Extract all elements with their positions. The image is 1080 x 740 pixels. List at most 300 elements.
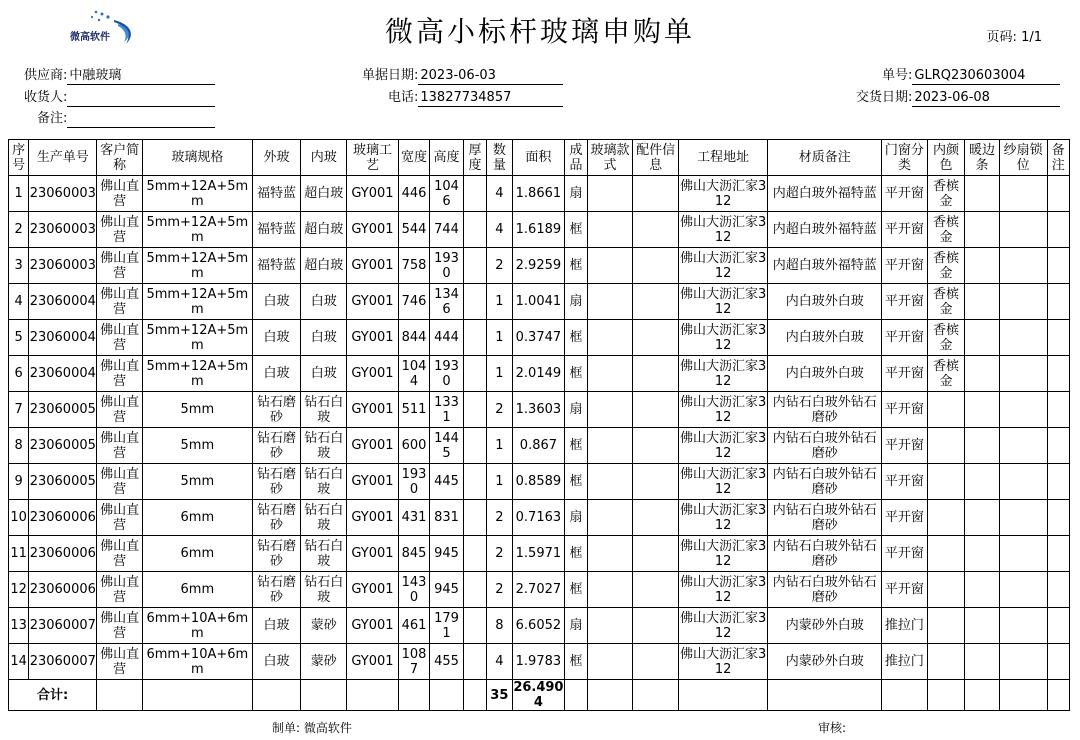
table-cell: 1930 bbox=[430, 356, 464, 392]
table-cell bbox=[587, 644, 633, 680]
table-row bbox=[9, 176, 1070, 212]
table-cell: 5mm+12A+5mm bbox=[143, 212, 253, 248]
table-cell bbox=[927, 428, 965, 464]
table-cell bbox=[587, 572, 633, 608]
table-cell bbox=[463, 212, 486, 248]
table-cell: 1930 bbox=[398, 464, 429, 500]
table-cell: 框 bbox=[565, 428, 587, 464]
table-cell: 23060003 bbox=[29, 176, 97, 212]
table-cell: GY001 bbox=[347, 284, 399, 320]
table-cell: 佛山直营 bbox=[97, 572, 143, 608]
table-cell: 2 bbox=[487, 536, 512, 572]
table-cell: 佛山直营 bbox=[97, 644, 143, 680]
table-cell: 446 bbox=[398, 176, 429, 212]
order-number-value: GLRQ230603004 bbox=[912, 68, 1060, 85]
table-cell: 佛山大沥汇家312 bbox=[679, 392, 768, 428]
table-cell: 5mm bbox=[143, 428, 253, 464]
total-cell bbox=[347, 680, 399, 711]
table-cell bbox=[587, 284, 633, 320]
table-cell bbox=[927, 644, 965, 680]
table-cell: 平开窗 bbox=[882, 536, 928, 572]
table-cell bbox=[463, 356, 486, 392]
table-cell: 钻石磨砂 bbox=[252, 500, 301, 536]
phone-value: 13827734857 bbox=[418, 90, 563, 107]
table-cell bbox=[1047, 500, 1069, 536]
table-cell: 佛山大沥汇家312 bbox=[679, 572, 768, 608]
maker-value: 微高软件 bbox=[303, 721, 352, 735]
table-cell bbox=[927, 572, 965, 608]
table-cell bbox=[999, 428, 1047, 464]
table-cell: GY001 bbox=[347, 320, 399, 356]
table-cell: 内钻石白玻外钻石磨砂 bbox=[768, 536, 882, 572]
table-cell: GY001 bbox=[347, 212, 399, 248]
table-cell bbox=[587, 608, 633, 644]
table-cell: 1044 bbox=[398, 356, 429, 392]
table-cell: 455 bbox=[430, 644, 464, 680]
table-cell: 5mm+12A+5mm bbox=[143, 320, 253, 356]
table-cell bbox=[587, 536, 633, 572]
table-cell bbox=[1047, 644, 1069, 680]
remark-label: 备注: bbox=[37, 111, 68, 126]
table-cell: 佛山直营 bbox=[97, 176, 143, 212]
supplier-field bbox=[24, 68, 215, 86]
table-cell: 扇 bbox=[565, 608, 587, 644]
table-cell: GY001 bbox=[347, 572, 399, 608]
table-cell: 5mm bbox=[143, 392, 253, 428]
table-cell: 2.0149 bbox=[512, 356, 565, 392]
receiver-field bbox=[24, 90, 215, 108]
table-cell: 钻石磨砂 bbox=[252, 536, 301, 572]
column-header: 暖边条 bbox=[965, 140, 1000, 176]
total-cell bbox=[633, 680, 679, 711]
table-cell bbox=[999, 212, 1047, 248]
table-cell: 钻石白玻 bbox=[301, 464, 347, 500]
table-cell bbox=[999, 536, 1047, 572]
table-cell bbox=[633, 320, 679, 356]
table-cell: 461 bbox=[398, 608, 429, 644]
table-cell: 3 bbox=[9, 248, 29, 284]
table-cell: 佛山直营 bbox=[97, 464, 143, 500]
table-cell: GY001 bbox=[347, 428, 399, 464]
phone-field bbox=[388, 90, 563, 108]
table-cell bbox=[633, 176, 679, 212]
table-cell bbox=[965, 356, 1000, 392]
table-cell: 23060007 bbox=[29, 644, 97, 680]
table-cell: 1.8661 bbox=[512, 176, 565, 212]
table-cell: 白玻 bbox=[301, 320, 347, 356]
table-cell: 10 bbox=[9, 500, 29, 536]
table-cell: 2.9259 bbox=[512, 248, 565, 284]
table-cell: 5mm+12A+5mm bbox=[143, 284, 253, 320]
table-cell: 5mm bbox=[143, 464, 253, 500]
table-row bbox=[9, 572, 1070, 608]
table-cell: 1445 bbox=[430, 428, 464, 464]
total-label: 合计: bbox=[9, 680, 97, 711]
table-cell: 框 bbox=[565, 536, 587, 572]
table-cell: 佛山大沥汇家312 bbox=[679, 320, 768, 356]
table-cell: 6.6052 bbox=[512, 608, 565, 644]
table-cell: 平开窗 bbox=[882, 212, 928, 248]
table-cell: 6mm bbox=[143, 572, 253, 608]
table-cell bbox=[965, 212, 1000, 248]
table-cell: 6mm bbox=[143, 500, 253, 536]
table-cell: 7 bbox=[9, 392, 29, 428]
receiver-label: 收货人: bbox=[24, 90, 68, 105]
table-cell bbox=[633, 428, 679, 464]
table-row bbox=[9, 248, 1070, 284]
table-cell: 超白玻 bbox=[301, 176, 347, 212]
table-cell: 1.5971 bbox=[512, 536, 565, 572]
total-cell bbox=[965, 680, 1000, 711]
table-cell: 佛山大沥汇家312 bbox=[679, 500, 768, 536]
table-cell: 平开窗 bbox=[882, 320, 928, 356]
table-cell bbox=[1047, 212, 1069, 248]
logo-text: 微高软件 bbox=[70, 32, 110, 43]
table-cell bbox=[999, 572, 1047, 608]
table-cell bbox=[633, 248, 679, 284]
table-cell: 1430 bbox=[398, 572, 429, 608]
table-cell: GY001 bbox=[347, 176, 399, 212]
table-cell: 钻石磨砂 bbox=[252, 392, 301, 428]
table-cell: 23060003 bbox=[29, 248, 97, 284]
table-cell: 白玻 bbox=[301, 356, 347, 392]
table-cell: 平开窗 bbox=[882, 356, 928, 392]
table-cell bbox=[927, 464, 965, 500]
table-cell bbox=[587, 248, 633, 284]
table-cell: 1 bbox=[487, 284, 512, 320]
table-cell bbox=[1047, 248, 1069, 284]
table-cell: 平开窗 bbox=[882, 572, 928, 608]
table-cell bbox=[463, 176, 486, 212]
table-cell: 推拉门 bbox=[882, 608, 928, 644]
table-cell: 白玻 bbox=[301, 284, 347, 320]
table-cell: 23060007 bbox=[29, 608, 97, 644]
table-cell bbox=[587, 212, 633, 248]
table-cell: 佛山大沥汇家312 bbox=[679, 248, 768, 284]
table-cell: 23060005 bbox=[29, 464, 97, 500]
table-cell: 0.8589 bbox=[512, 464, 565, 500]
table-cell: 6mm bbox=[143, 536, 253, 572]
table-cell: 白玻 bbox=[252, 608, 301, 644]
table-cell bbox=[587, 176, 633, 212]
table-cell: 1087 bbox=[398, 644, 429, 680]
table-cell: 2 bbox=[487, 572, 512, 608]
table-cell: 白玻 bbox=[252, 320, 301, 356]
table-cell: 佛山直营 bbox=[97, 356, 143, 392]
table-cell: 2 bbox=[487, 248, 512, 284]
table-cell bbox=[999, 608, 1047, 644]
table-cell: 佛山大沥汇家312 bbox=[679, 464, 768, 500]
table-cell bbox=[927, 500, 965, 536]
table-cell: 内钻石白玻外钻石磨砂 bbox=[768, 428, 882, 464]
table-cell: 扇 bbox=[565, 392, 587, 428]
table-cell bbox=[463, 284, 486, 320]
total-cell bbox=[301, 680, 347, 711]
table-cell: 1.3603 bbox=[512, 392, 565, 428]
table-cell: 1 bbox=[487, 356, 512, 392]
delivery-date-label: 交货日期: bbox=[856, 90, 913, 105]
table-cell: 444 bbox=[430, 320, 464, 356]
table-cell: 8 bbox=[487, 608, 512, 644]
table-row bbox=[9, 536, 1070, 572]
table-cell: 框 bbox=[565, 572, 587, 608]
table-cell: 1 bbox=[487, 320, 512, 356]
table-cell bbox=[587, 392, 633, 428]
total-quantity: 35 bbox=[487, 680, 512, 711]
total-cell bbox=[1047, 680, 1069, 711]
table-cell: 香槟金 bbox=[927, 212, 965, 248]
table-cell bbox=[587, 320, 633, 356]
table-cell bbox=[463, 644, 486, 680]
table-cell: GY001 bbox=[347, 356, 399, 392]
total-cell bbox=[679, 680, 768, 711]
table-cell bbox=[633, 212, 679, 248]
table-cell: 福特蓝 bbox=[252, 212, 301, 248]
table-cell: 758 bbox=[398, 248, 429, 284]
table-cell bbox=[1047, 464, 1069, 500]
table-cell bbox=[463, 392, 486, 428]
table-cell: 2 bbox=[9, 212, 29, 248]
column-header: 配件信息 bbox=[633, 140, 679, 176]
table-cell: 6 bbox=[9, 356, 29, 392]
table-cell: 4 bbox=[487, 176, 512, 212]
table-cell: 内超白玻外福特蓝 bbox=[768, 212, 882, 248]
column-header: 外玻 bbox=[252, 140, 301, 176]
table-cell bbox=[633, 356, 679, 392]
table-cell: 扇 bbox=[565, 176, 587, 212]
date-value: 2023-06-03 bbox=[418, 68, 563, 85]
table-cell bbox=[999, 284, 1047, 320]
table-cell: 内蒙砂外白玻 bbox=[768, 608, 882, 644]
table-cell: 4 bbox=[9, 284, 29, 320]
table-cell: 内钻石白玻外钻石磨砂 bbox=[768, 500, 882, 536]
table-cell: 6mm+10A+6mm bbox=[143, 644, 253, 680]
table-row bbox=[9, 464, 1070, 500]
supplier-label: 供应商: bbox=[24, 68, 68, 83]
table-cell: 佛山直营 bbox=[97, 284, 143, 320]
table-cell: 平开窗 bbox=[882, 284, 928, 320]
purchase-table bbox=[8, 139, 1070, 711]
order-number-label: 单号: bbox=[882, 68, 913, 83]
table-cell: 白玻 bbox=[252, 284, 301, 320]
page-number bbox=[987, 26, 1042, 45]
table-cell: 佛山大沥汇家312 bbox=[679, 428, 768, 464]
table-cell: 平开窗 bbox=[882, 500, 928, 536]
table-cell: 844 bbox=[398, 320, 429, 356]
maker-field bbox=[272, 719, 352, 736]
table-cell: 8 bbox=[9, 428, 29, 464]
column-header: 宽度 bbox=[398, 140, 429, 176]
table-cell: 2.7027 bbox=[512, 572, 565, 608]
column-header: 玻璃规格 bbox=[143, 140, 253, 176]
table-cell: 钻石白玻 bbox=[301, 572, 347, 608]
table-cell: 福特蓝 bbox=[252, 176, 301, 212]
table-cell bbox=[927, 392, 965, 428]
phone-label: 电话: bbox=[388, 90, 419, 105]
table-row bbox=[9, 320, 1070, 356]
table-cell: 佛山大沥汇家312 bbox=[679, 644, 768, 680]
table-cell: 佛山大沥汇家312 bbox=[679, 212, 768, 248]
table-cell bbox=[965, 428, 1000, 464]
table-cell bbox=[1047, 176, 1069, 212]
table-cell: 12 bbox=[9, 572, 29, 608]
column-header: 材质备注 bbox=[768, 140, 882, 176]
table-cell bbox=[463, 608, 486, 644]
table-cell: 佛山直营 bbox=[97, 536, 143, 572]
column-header: 内玻 bbox=[301, 140, 347, 176]
column-header: 玻璃款式 bbox=[587, 140, 633, 176]
order-number-field bbox=[882, 68, 1060, 86]
table-cell: 钻石白玻 bbox=[301, 536, 347, 572]
table-cell: 5mm+12A+5mm bbox=[143, 248, 253, 284]
table-cell bbox=[999, 248, 1047, 284]
table-cell: 佛山大沥汇家312 bbox=[679, 176, 768, 212]
table-cell: 福特蓝 bbox=[252, 248, 301, 284]
table-cell: 扇 bbox=[565, 500, 587, 536]
table-cell: 钻石磨砂 bbox=[252, 464, 301, 500]
column-header: 生产单号 bbox=[29, 140, 97, 176]
table-cell bbox=[999, 500, 1047, 536]
table-cell: GY001 bbox=[347, 248, 399, 284]
table-cell: 23060004 bbox=[29, 356, 97, 392]
table-cell bbox=[587, 356, 633, 392]
table-cell: 23060003 bbox=[29, 212, 97, 248]
table-cell: 945 bbox=[430, 572, 464, 608]
table-cell bbox=[587, 500, 633, 536]
column-header: 厚度 bbox=[463, 140, 486, 176]
table-cell: 平开窗 bbox=[882, 428, 928, 464]
total-area: 26.4904 bbox=[513, 680, 564, 710]
page-value: 1/1 bbox=[1021, 30, 1042, 45]
table-row bbox=[9, 644, 1070, 680]
table-cell: 佛山直营 bbox=[97, 428, 143, 464]
table-cell: GY001 bbox=[347, 500, 399, 536]
table-cell bbox=[999, 176, 1047, 212]
column-header: 面积 bbox=[512, 140, 565, 176]
total-cell bbox=[587, 680, 633, 711]
table-cell: 11 bbox=[9, 536, 29, 572]
table-cell: 14 bbox=[9, 644, 29, 680]
table-cell: 白玻 bbox=[252, 644, 301, 680]
table-cell: 框 bbox=[565, 644, 587, 680]
table-cell: 6mm+10A+6mm bbox=[143, 608, 253, 644]
column-header: 内颜色 bbox=[927, 140, 965, 176]
table-cell: 平开窗 bbox=[882, 176, 928, 212]
table-cell: 23060006 bbox=[29, 572, 97, 608]
table-cell: 佛山直营 bbox=[97, 392, 143, 428]
table-cell bbox=[633, 500, 679, 536]
table-row bbox=[9, 608, 1070, 644]
table-cell bbox=[587, 464, 633, 500]
table-cell: 600 bbox=[398, 428, 429, 464]
table-cell bbox=[463, 428, 486, 464]
table-cell bbox=[965, 392, 1000, 428]
table-cell bbox=[999, 464, 1047, 500]
table-cell bbox=[633, 464, 679, 500]
table-cell bbox=[1047, 536, 1069, 572]
table-cell bbox=[1047, 608, 1069, 644]
date-label: 单据日期: bbox=[362, 68, 419, 83]
table-cell bbox=[463, 536, 486, 572]
table-cell: 内蒙砂外白玻 bbox=[768, 644, 882, 680]
table-cell: 23060004 bbox=[29, 320, 97, 356]
table-cell: 框 bbox=[565, 248, 587, 284]
table-cell bbox=[965, 500, 1000, 536]
table-cell: 内超白玻外福特蓝 bbox=[768, 176, 882, 212]
remark-value bbox=[67, 111, 215, 128]
table-cell bbox=[965, 176, 1000, 212]
table-cell: 框 bbox=[565, 320, 587, 356]
table-cell: 1.6189 bbox=[512, 212, 565, 248]
table-cell: 框 bbox=[565, 464, 587, 500]
table-cell bbox=[633, 608, 679, 644]
table-cell: 23060004 bbox=[29, 284, 97, 320]
table-cell bbox=[999, 320, 1047, 356]
table-cell bbox=[633, 284, 679, 320]
table-cell: 445 bbox=[430, 464, 464, 500]
date-field bbox=[362, 68, 563, 86]
table-cell bbox=[1047, 320, 1069, 356]
table-cell bbox=[999, 644, 1047, 680]
table-cell: 4 bbox=[487, 644, 512, 680]
receiver-value bbox=[67, 90, 215, 107]
table-cell: 佛山直营 bbox=[97, 212, 143, 248]
table-cell: 香槟金 bbox=[927, 356, 965, 392]
table-cell bbox=[463, 248, 486, 284]
table-cell bbox=[463, 500, 486, 536]
table-cell bbox=[965, 284, 1000, 320]
table-cell: 超白玻 bbox=[301, 212, 347, 248]
supplier-value: 中融玻璃 bbox=[67, 68, 215, 85]
table-cell: 平开窗 bbox=[882, 248, 928, 284]
table-row bbox=[9, 500, 1070, 536]
table-row bbox=[9, 212, 1070, 248]
total-cell bbox=[143, 680, 253, 711]
table-cell bbox=[1047, 356, 1069, 392]
table-cell bbox=[1047, 392, 1069, 428]
table-cell: 1.9783 bbox=[512, 644, 565, 680]
table-cell: 香槟金 bbox=[927, 320, 965, 356]
table-cell bbox=[633, 572, 679, 608]
table-cell: 1.0041 bbox=[512, 284, 565, 320]
table-cell bbox=[999, 392, 1047, 428]
table-cell: 544 bbox=[398, 212, 429, 248]
table-cell: 佛山大沥汇家312 bbox=[679, 356, 768, 392]
total-cell bbox=[463, 680, 486, 711]
table-cell: 佛山直营 bbox=[97, 500, 143, 536]
table-cell: 框 bbox=[565, 356, 587, 392]
table-cell: 23060006 bbox=[29, 536, 97, 572]
maker-label: 制单: bbox=[272, 721, 301, 735]
table-cell: 佛山直营 bbox=[97, 608, 143, 644]
audit-field bbox=[818, 719, 846, 736]
table-cell: 推拉门 bbox=[882, 644, 928, 680]
table-cell bbox=[965, 248, 1000, 284]
table-cell: 内钻石白玻外钻石磨砂 bbox=[768, 392, 882, 428]
table-cell: 1046 bbox=[430, 176, 464, 212]
total-cell bbox=[97, 680, 143, 711]
total-cell bbox=[882, 680, 928, 711]
table-cell: 佛山大沥汇家312 bbox=[679, 608, 768, 644]
table-cell: 佛山直营 bbox=[97, 248, 143, 284]
table-cell bbox=[965, 536, 1000, 572]
table-cell: 内钻石白玻外钻石磨砂 bbox=[768, 572, 882, 608]
table-cell: 23060005 bbox=[29, 392, 97, 428]
table-row bbox=[9, 392, 1070, 428]
table-cell: 746 bbox=[398, 284, 429, 320]
table-cell bbox=[633, 644, 679, 680]
table-cell: 内白玻外白玻 bbox=[768, 356, 882, 392]
